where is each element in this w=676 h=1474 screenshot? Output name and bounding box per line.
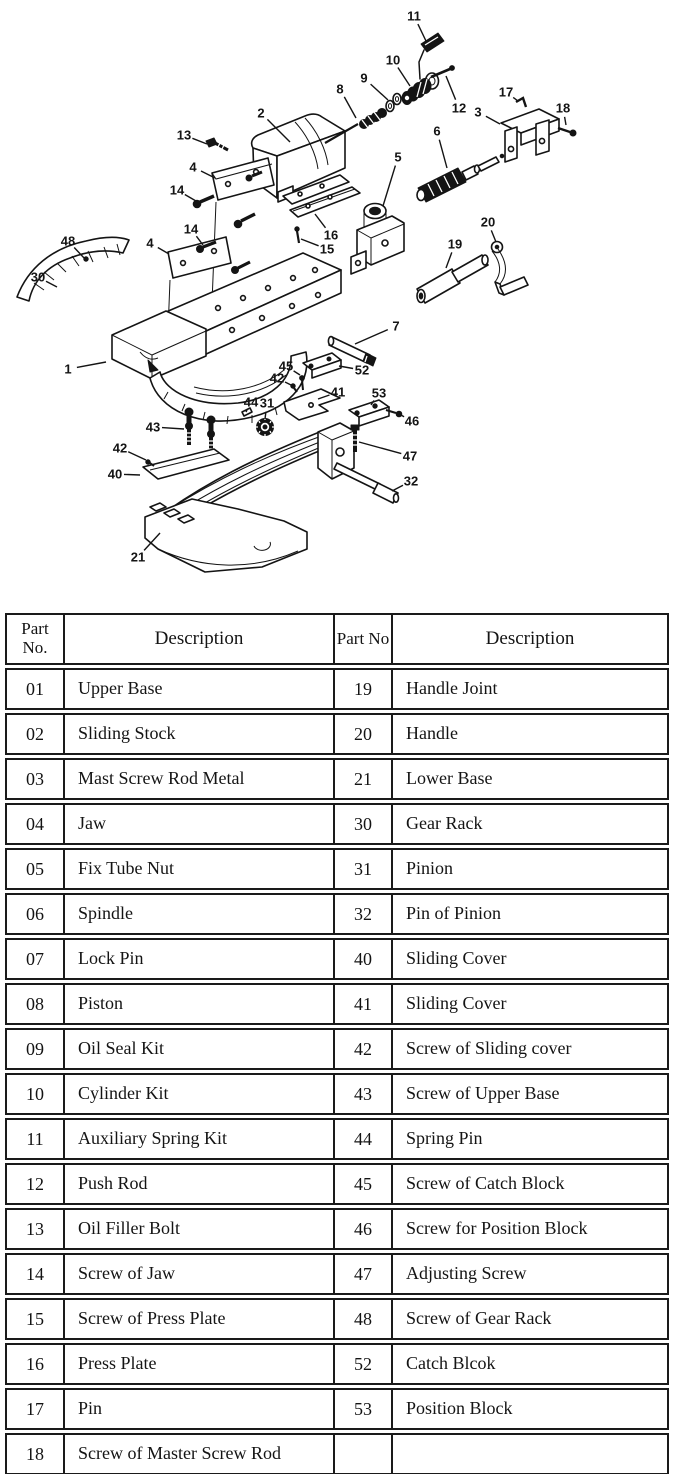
part-number-cell: 07 bbox=[5, 938, 65, 980]
parts-table-body bbox=[5, 668, 669, 1474]
callout-label: 14 bbox=[169, 182, 185, 198]
part-number-cell: 40 bbox=[335, 938, 393, 980]
callout-leader bbox=[128, 452, 146, 460]
callout-leader bbox=[446, 252, 452, 268]
description-cell: Screw of Gear Rack bbox=[393, 1298, 669, 1340]
table-row bbox=[5, 1208, 669, 1250]
callout-leader bbox=[315, 214, 326, 228]
callout-leader bbox=[371, 84, 388, 100]
table-row bbox=[5, 938, 669, 980]
part-number-cell: 30 bbox=[335, 803, 393, 845]
description-cell: Screw of Master Screw Rod bbox=[65, 1433, 335, 1474]
screw-of-press-plate bbox=[295, 227, 299, 243]
part-number-cell: 06 bbox=[5, 893, 65, 935]
callout-label: 47 bbox=[402, 448, 418, 464]
part-jaw-upper bbox=[193, 158, 274, 228]
callout-label: 19 bbox=[447, 236, 463, 252]
callout-label: 48 bbox=[60, 233, 76, 249]
callout-label: 31 bbox=[259, 395, 275, 411]
table-row bbox=[5, 983, 669, 1025]
part-oil-filler-bolt bbox=[206, 138, 228, 150]
table-row bbox=[5, 1118, 669, 1160]
part-sliding-cover-40 bbox=[143, 449, 229, 479]
description-cell: Position Block bbox=[393, 1388, 669, 1430]
part-handle bbox=[492, 242, 529, 296]
table-row bbox=[5, 1163, 669, 1205]
callout-label: 11 bbox=[407, 8, 421, 24]
callout-label: 14 bbox=[183, 221, 199, 237]
table-row bbox=[5, 1388, 669, 1430]
callout-leader bbox=[565, 117, 566, 125]
callout-leader bbox=[355, 330, 388, 344]
callout-label: 20 bbox=[480, 214, 496, 230]
table-row bbox=[5, 758, 669, 800]
callout-label: 15 bbox=[319, 241, 335, 257]
callout-label: 42 bbox=[269, 370, 285, 386]
part-oil-seal-kit bbox=[386, 94, 401, 112]
callout-label: 1 bbox=[64, 361, 72, 377]
callout-label: 30 bbox=[30, 269, 46, 285]
description-cell: Fix Tube Nut bbox=[65, 848, 335, 890]
callout-leader bbox=[265, 412, 266, 419]
description-cell: Spring Pin bbox=[393, 1118, 669, 1160]
part-number-cell: 46 bbox=[335, 1208, 393, 1250]
callout-label: 45 bbox=[278, 358, 294, 374]
callout-label: 17 bbox=[498, 84, 514, 100]
description-cell: Screw for Position Block bbox=[393, 1208, 669, 1250]
part-number-cell: 44 bbox=[335, 1118, 393, 1160]
description-cell: Upper Base bbox=[65, 668, 335, 710]
callout-label: 4 bbox=[146, 235, 154, 251]
part-number-cell: 42 bbox=[335, 1028, 393, 1070]
table-row bbox=[5, 1028, 669, 1070]
part-number-cell: 02 bbox=[5, 713, 65, 755]
part-number-cell: 04 bbox=[5, 803, 65, 845]
callout-leader bbox=[162, 428, 184, 429]
part-number-cell: 05 bbox=[5, 848, 65, 890]
table-row bbox=[5, 893, 669, 935]
callout-leader bbox=[383, 166, 395, 206]
header-description-left: Description bbox=[65, 613, 335, 665]
description-cell: Spindle bbox=[65, 893, 335, 935]
callout-label: 13 bbox=[176, 127, 192, 143]
part-number-cell: 31 bbox=[335, 848, 393, 890]
description-cell: Screw of Press Plate bbox=[65, 1298, 335, 1340]
part-number-cell: 20 bbox=[335, 713, 393, 755]
part-mast-screw-rod-metal bbox=[501, 109, 559, 162]
description-cell: Oil Seal Kit bbox=[65, 1028, 335, 1070]
callout-label: 5 bbox=[394, 149, 402, 165]
part-number-cell: 41 bbox=[335, 983, 393, 1025]
callout-leader bbox=[192, 138, 207, 144]
callout-label: 21 bbox=[130, 549, 146, 565]
description-cell: Push Rod bbox=[65, 1163, 335, 1205]
part-number-cell: 01 bbox=[5, 668, 65, 710]
callout-label: 18 bbox=[555, 100, 571, 116]
description-cell bbox=[393, 1433, 669, 1474]
callout-label: 42 bbox=[112, 440, 128, 456]
exploded-parts-diagram bbox=[0, 0, 676, 600]
description-cell: Sliding Cover bbox=[393, 983, 669, 1025]
table-row bbox=[5, 1073, 669, 1115]
description-cell: Cylinder Kit bbox=[65, 1073, 335, 1115]
header-description-right: Description bbox=[393, 613, 669, 665]
part-spindle bbox=[417, 154, 504, 202]
part-number-cell: 18 bbox=[5, 1433, 65, 1474]
table-row bbox=[5, 1433, 669, 1474]
part-number-cell: 48 bbox=[335, 1298, 393, 1340]
description-cell: Piston bbox=[65, 983, 335, 1025]
parts-table bbox=[5, 610, 669, 1474]
callout-label: 53 bbox=[371, 385, 387, 401]
header-part-no-right: Part No bbox=[335, 613, 393, 665]
description-cell: Auxiliary Spring Kit bbox=[65, 1118, 335, 1160]
description-cell: Sliding Cover bbox=[393, 938, 669, 980]
part-number-cell: 03 bbox=[5, 758, 65, 800]
description-cell: Mast Screw Rod Metal bbox=[65, 758, 335, 800]
description-cell: Handle bbox=[393, 713, 669, 755]
callout-leader bbox=[124, 474, 140, 475]
callout-label: 41 bbox=[330, 384, 346, 400]
part-handle-joint bbox=[417, 255, 488, 303]
callout-label: 8 bbox=[336, 81, 344, 97]
part-number-cell: 21 bbox=[335, 758, 393, 800]
part-number-cell: 11 bbox=[5, 1118, 65, 1160]
part-pin-of-pinion bbox=[334, 463, 399, 503]
description-cell: Press Plate bbox=[65, 1343, 335, 1385]
part-fix-tube-nut bbox=[351, 204, 404, 275]
callout-leader bbox=[246, 410, 247, 412]
callout-label: 6 bbox=[433, 123, 441, 139]
callout-leader bbox=[359, 442, 401, 454]
description-cell: Lock Pin bbox=[65, 938, 335, 980]
callout-leader bbox=[513, 97, 518, 101]
description-cell: Pin of Pinion bbox=[393, 893, 669, 935]
description-cell: Sliding Stock bbox=[65, 713, 335, 755]
part-number-cell bbox=[335, 1433, 393, 1474]
callout-leader bbox=[301, 239, 319, 246]
callout-label: 44 bbox=[243, 394, 259, 410]
callout-leader bbox=[446, 76, 456, 100]
table-row bbox=[5, 668, 669, 710]
part-number-cell: 10 bbox=[5, 1073, 65, 1115]
callout-leader bbox=[46, 281, 57, 287]
part-number-cell: 43 bbox=[335, 1073, 393, 1115]
callout-label: 2 bbox=[257, 105, 265, 121]
table-row bbox=[5, 1298, 669, 1340]
part-number-cell: 15 bbox=[5, 1298, 65, 1340]
table-row bbox=[5, 803, 669, 845]
part-number-cell: 12 bbox=[5, 1163, 65, 1205]
description-cell: Screw of Catch Block bbox=[393, 1163, 669, 1205]
description-cell: Handle Joint bbox=[393, 668, 669, 710]
part-number-cell: 47 bbox=[335, 1253, 393, 1295]
part-push-rod bbox=[431, 66, 454, 77]
callout-label: 10 bbox=[385, 52, 401, 68]
callout-label: 52 bbox=[354, 362, 370, 378]
callout-label: 4 bbox=[189, 159, 197, 175]
callout-label: 16 bbox=[323, 227, 339, 243]
callout-label: 3 bbox=[474, 104, 482, 120]
callout-label: 9 bbox=[360, 70, 368, 86]
table-header-row bbox=[5, 613, 669, 665]
callout-label: 32 bbox=[403, 473, 419, 489]
callout-leader bbox=[392, 485, 403, 491]
description-cell: Pin bbox=[65, 1388, 335, 1430]
description-cell: Pinion bbox=[393, 848, 669, 890]
description-cell: Adjusting Screw bbox=[393, 1253, 669, 1295]
table-row bbox=[5, 848, 669, 890]
part-number-cell: 52 bbox=[335, 1343, 393, 1385]
callout-label: 7 bbox=[392, 318, 400, 334]
callout-leader bbox=[486, 116, 500, 124]
callout-leader bbox=[158, 248, 169, 255]
part-number-cell: 14 bbox=[5, 1253, 65, 1295]
description-cell: Screw of Jaw bbox=[65, 1253, 335, 1295]
part-number-cell: 32 bbox=[335, 893, 393, 935]
description-cell: Gear Rack bbox=[393, 803, 669, 845]
callout-leader bbox=[398, 68, 410, 87]
part-number-cell: 19 bbox=[335, 668, 393, 710]
part-jaw-lower bbox=[168, 237, 250, 278]
callout-leader bbox=[77, 362, 106, 367]
description-cell: Lower Base bbox=[393, 758, 669, 800]
part-screw-18 bbox=[558, 128, 576, 136]
part-number-cell: 53 bbox=[335, 1388, 393, 1430]
part-number-cell: 09 bbox=[5, 1028, 65, 1070]
callout-leader bbox=[491, 230, 496, 242]
callout-leader bbox=[418, 24, 426, 41]
description-cell: Screw of Upper Base bbox=[393, 1073, 669, 1115]
part-position-block bbox=[349, 400, 402, 452]
description-cell: Screw of Sliding cover bbox=[393, 1028, 669, 1070]
part-number-cell: 17 bbox=[5, 1388, 65, 1430]
callout-label: 12 bbox=[451, 100, 467, 116]
part-number-cell: 08 bbox=[5, 983, 65, 1025]
table-row bbox=[5, 713, 669, 755]
header-part-no-left: Part No. bbox=[5, 613, 65, 665]
callout-label: 43 bbox=[145, 419, 161, 435]
callout-label: 46 bbox=[404, 413, 420, 429]
callout-label: 40 bbox=[107, 466, 123, 482]
callout-leader bbox=[185, 195, 196, 202]
description-cell: Catch Blcok bbox=[393, 1343, 669, 1385]
table-row bbox=[5, 1343, 669, 1385]
part-lower-base bbox=[145, 423, 354, 572]
part-number-cell: 13 bbox=[5, 1208, 65, 1250]
part-number-cell: 45 bbox=[335, 1163, 393, 1205]
description-cell: Jaw bbox=[65, 803, 335, 845]
part-pin-17 bbox=[516, 98, 526, 107]
callout-leader bbox=[344, 97, 356, 118]
description-cell: Oil Filler Bolt bbox=[65, 1208, 335, 1250]
callout-leader bbox=[439, 140, 447, 168]
table-row bbox=[5, 1253, 669, 1295]
part-number-cell: 16 bbox=[5, 1343, 65, 1385]
